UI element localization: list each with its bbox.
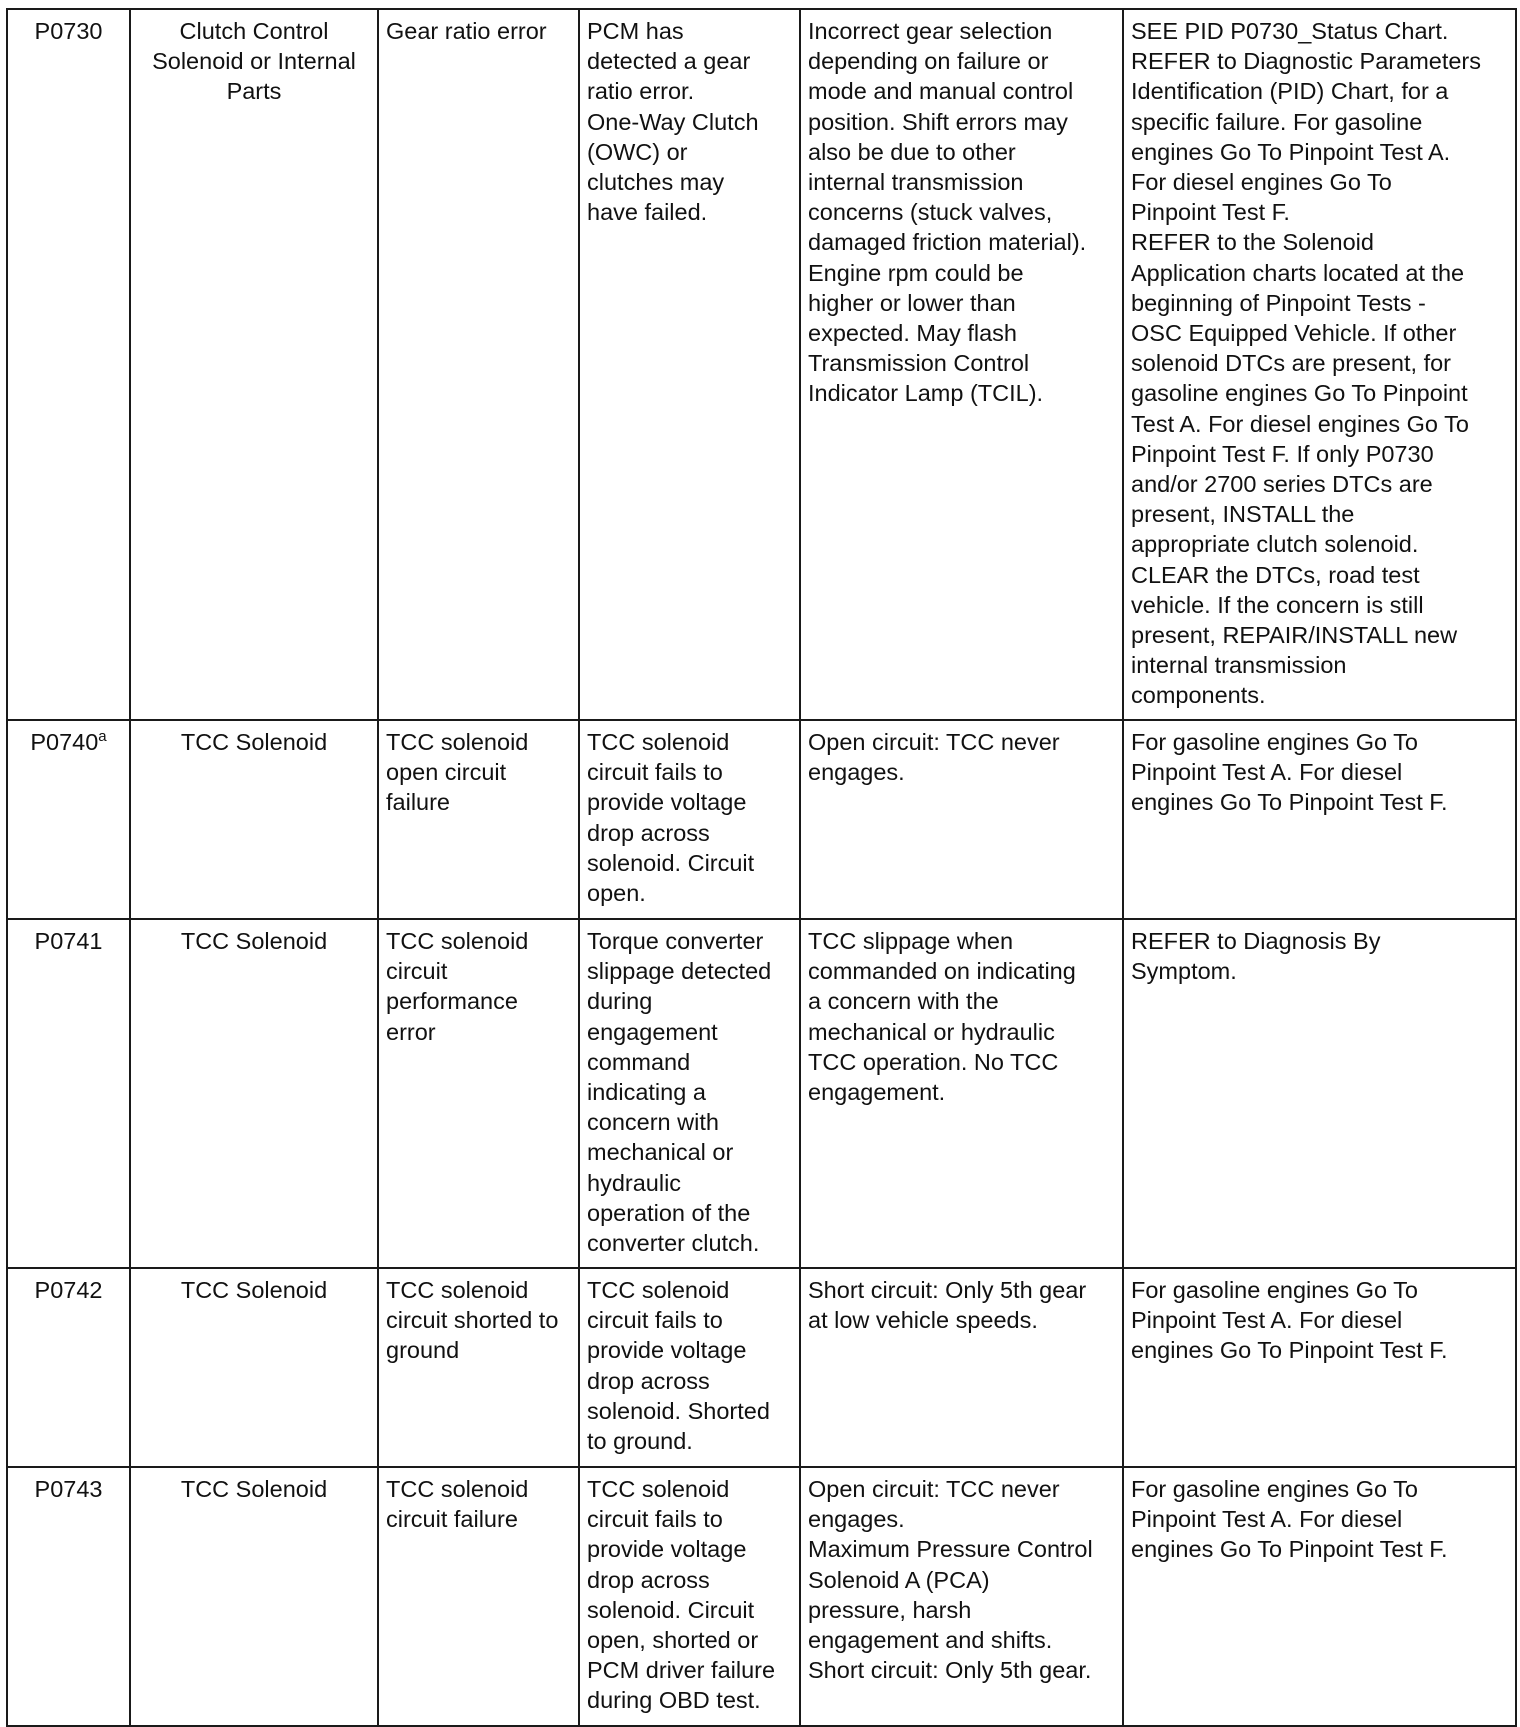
- symptom-line: depending on failure or: [808, 48, 1049, 75]
- action-line: Pinpoint Test F. If only P0730: [1131, 440, 1434, 467]
- symptom-line: Incorrect gear selection: [808, 18, 1053, 44]
- symptom-line: engagement and shifts.: [808, 1627, 1053, 1654]
- condition-line: open, shorted or: [587, 1627, 759, 1654]
- component-cell: [130, 919, 378, 1268]
- component-cell: [130, 720, 378, 919]
- symptom-line: pressure, harsh: [808, 1596, 972, 1623]
- condition-line: Torque converter: [587, 928, 764, 954]
- action-line: SEE PID P0730_Status Chart.: [1131, 18, 1449, 44]
- dtc-code: P0741: [34, 928, 103, 954]
- description-cell: [378, 919, 579, 1268]
- description-line: TCC solenoid: [386, 1476, 529, 1502]
- action-line: present, INSTALL the: [1131, 501, 1355, 528]
- component-line: Clutch Control: [179, 18, 329, 44]
- action-cell: [1123, 1467, 1516, 1726]
- symptom-line: Open circuit: TCC never: [808, 729, 1060, 755]
- condition-line: circuit fails to: [587, 759, 723, 786]
- symptom-line: Short circuit: Only 5th gear.: [808, 1657, 1092, 1684]
- condition-line: drop across: [587, 1566, 710, 1593]
- symptom-line: mode and manual control: [808, 78, 1074, 105]
- component-cell: [130, 1467, 378, 1726]
- component-line: TCC Solenoid: [180, 729, 328, 755]
- description-cell: [378, 1268, 579, 1467]
- footnote-marker: a: [98, 728, 107, 745]
- component-line: TCC Solenoid: [180, 928, 328, 954]
- condition-line: clutches may: [587, 169, 725, 196]
- description-line: circuit shorted to: [386, 1307, 559, 1334]
- symptom-line: damaged friction material).: [808, 229, 1087, 256]
- condition-cell: [579, 1467, 800, 1726]
- description-line: TCC solenoid: [386, 1277, 529, 1303]
- description-cell: [378, 9, 579, 720]
- condition-line: engagement: [587, 1018, 718, 1045]
- component-line: Solenoid or Internal: [152, 48, 356, 75]
- symptom-line: Maximum Pressure Control: [808, 1536, 1093, 1563]
- action-line: appropriate clutch solenoid.: [1131, 531, 1419, 558]
- action-line: present, REPAIR/INSTALL new: [1131, 622, 1458, 649]
- description-line: performance: [386, 988, 518, 1015]
- symptom-line: commanded on indicating: [808, 958, 1076, 985]
- condition-line: PCM driver failure: [587, 1657, 776, 1684]
- symptom-line: Indicator Lamp (TCIL).: [808, 380, 1044, 407]
- condition-line: during OBD test.: [587, 1687, 761, 1714]
- symptom-cell: [800, 1467, 1123, 1726]
- condition-line: (OWC) or: [587, 138, 688, 165]
- condition-line: command: [587, 1048, 691, 1075]
- action-cell: [1123, 1268, 1516, 1467]
- table-row: [7, 919, 1516, 1268]
- action-line: Pinpoint Test F.: [1131, 199, 1290, 226]
- condition-line: have failed.: [587, 199, 708, 226]
- condition-line: One-Way Clutch: [587, 108, 759, 135]
- action-line: Symptom.: [1131, 958, 1237, 985]
- condition-line: ratio error.: [587, 78, 695, 105]
- dtc-code: P0740: [30, 729, 99, 755]
- action-line: engines Go To Pinpoint Test F.: [1131, 1536, 1448, 1563]
- symptom-line: Solenoid A (PCA): [808, 1566, 990, 1593]
- condition-line: drop across: [587, 819, 710, 846]
- table-row: [7, 1467, 1516, 1726]
- condition-line: TCC solenoid: [587, 729, 730, 755]
- condition-line: solenoid. Circuit: [587, 1596, 755, 1623]
- condition-line: converter clutch.: [587, 1230, 760, 1257]
- symptom-line: mechanical or hydraulic: [808, 1018, 1055, 1045]
- condition-line: concern with: [587, 1109, 719, 1136]
- symptom-line: engages.: [808, 1506, 905, 1533]
- condition-cell: [579, 1268, 800, 1467]
- condition-line: operation of the: [587, 1199, 751, 1226]
- symptom-line: at low vehicle speeds.: [808, 1307, 1038, 1334]
- action-line: internal transmission: [1131, 652, 1347, 679]
- dtc-code-cell: [7, 1268, 130, 1467]
- action-line: gasoline engines Go To Pinpoint: [1131, 380, 1468, 407]
- action-line: For gasoline engines Go To: [1131, 1277, 1418, 1303]
- action-line: Test A. For diesel engines Go To: [1131, 410, 1469, 437]
- symptom-line: higher or lower than: [808, 289, 1016, 316]
- condition-line: provide voltage: [587, 1536, 747, 1563]
- symptom-line: Short circuit: Only 5th gear: [808, 1277, 1087, 1303]
- action-line: REFER to Diagnosis By: [1131, 928, 1381, 954]
- condition-line: to ground.: [587, 1428, 693, 1455]
- dtc-code: P0742: [34, 1277, 103, 1303]
- description-line: circuit: [386, 958, 448, 985]
- component-cell: [130, 1268, 378, 1467]
- symptom-line: concerns (stuck valves,: [808, 199, 1053, 226]
- symptom-line: internal transmission: [808, 169, 1024, 196]
- component-line: TCC Solenoid: [180, 1277, 328, 1303]
- symptom-cell: [800, 720, 1123, 919]
- action-line: solenoid DTCs are present, for: [1131, 350, 1452, 377]
- condition-line: provide voltage: [587, 1337, 747, 1364]
- condition-line: circuit fails to: [587, 1506, 723, 1533]
- action-line: Pinpoint Test A. For diesel: [1131, 1307, 1403, 1334]
- dtc-code: P0743: [34, 1476, 103, 1502]
- dtc-code-cell: [7, 9, 130, 720]
- condition-line: drop across: [587, 1367, 710, 1394]
- symptom-line: Transmission Control: [808, 350, 1030, 377]
- symptom-cell: [800, 1268, 1123, 1467]
- action-line: Pinpoint Test A. For diesel: [1131, 1506, 1403, 1533]
- condition-line: slippage detected: [587, 958, 772, 985]
- condition-line: during: [587, 988, 653, 1015]
- table-row: [7, 9, 1516, 720]
- description-line: TCC solenoid: [386, 928, 529, 954]
- action-line: vehicle. If the concern is still: [1131, 591, 1424, 618]
- action-line: For diesel engines Go To: [1131, 169, 1392, 196]
- condition-line: solenoid. Circuit: [587, 849, 755, 876]
- description-line: circuit failure: [386, 1506, 518, 1533]
- symptom-cell: [800, 919, 1123, 1268]
- condition-line: indicating a: [587, 1079, 706, 1106]
- dtc-table-body: [7, 9, 1516, 1726]
- action-line: For gasoline engines Go To: [1131, 1476, 1418, 1502]
- condition-line: TCC solenoid: [587, 1277, 730, 1303]
- action-line: and/or 2700 series DTCs are: [1131, 471, 1433, 498]
- action-cell: [1123, 919, 1516, 1268]
- action-line: engines Go To Pinpoint Test F.: [1131, 1337, 1448, 1364]
- condition-line: hydraulic: [587, 1169, 682, 1196]
- action-line: REFER to Diagnostic Parameters: [1131, 48, 1482, 75]
- table-row: [7, 720, 1516, 919]
- condition-line: TCC solenoid: [587, 1476, 730, 1502]
- table-row: [7, 1268, 1516, 1467]
- description-line: open circuit: [386, 759, 507, 786]
- action-line: Identification (PID) Chart, for a: [1131, 78, 1449, 105]
- dtc-code: P0730: [34, 18, 103, 44]
- action-line: specific failure. For gasoline: [1131, 108, 1423, 135]
- description-cell: [378, 1467, 579, 1726]
- description-line: Gear ratio error: [386, 18, 547, 44]
- action-line: beginning of Pinpoint Tests -: [1131, 289, 1426, 316]
- symptom-line: also be due to other: [808, 138, 1016, 165]
- description-line: error: [386, 1018, 436, 1045]
- symptom-line: engagement.: [808, 1079, 946, 1106]
- symptom-line: Open circuit: TCC never: [808, 1476, 1060, 1502]
- dtc-code-cell: [7, 1467, 130, 1726]
- condition-line: solenoid. Shorted: [587, 1397, 770, 1424]
- action-line: CLEAR the DTCs, road test: [1131, 561, 1420, 588]
- action-line: components.: [1131, 682, 1266, 709]
- description-cell: [378, 720, 579, 919]
- component-line: TCC Solenoid: [180, 1476, 328, 1502]
- symptom-line: a concern with the: [808, 988, 999, 1015]
- condition-line: mechanical or: [587, 1139, 734, 1166]
- condition-line: detected a gear: [587, 48, 751, 75]
- symptom-line: TCC operation. No TCC: [808, 1048, 1059, 1075]
- symptom-line: Engine rpm could be: [808, 259, 1024, 286]
- action-line: OSC Equipped Vehicle. If other: [1131, 320, 1457, 347]
- description-line: failure: [386, 789, 451, 816]
- action-cell: [1123, 720, 1516, 919]
- symptom-line: TCC slippage when: [808, 928, 1014, 954]
- condition-line: open.: [587, 880, 646, 907]
- description-line: TCC solenoid: [386, 729, 529, 755]
- symptom-line: position. Shift errors may: [808, 108, 1068, 135]
- condition-cell: [579, 720, 800, 919]
- symptom-line: engages.: [808, 759, 905, 786]
- component-line: Parts: [226, 78, 282, 105]
- condition-line: provide voltage: [587, 789, 747, 816]
- condition-line: circuit fails to: [587, 1307, 723, 1334]
- action-line: REFER to the Solenoid: [1131, 229, 1374, 256]
- dtc-table: [6, 8, 1517, 1727]
- condition-cell: [579, 9, 800, 720]
- symptom-cell: [800, 9, 1123, 720]
- action-line: Application charts located at the: [1131, 259, 1465, 286]
- action-cell: [1123, 9, 1516, 720]
- action-line: For gasoline engines Go To: [1131, 729, 1418, 755]
- symptom-line: expected. May flash: [808, 320, 1017, 347]
- component-cell: [130, 9, 378, 720]
- condition-cell: [579, 919, 800, 1268]
- action-line: Pinpoint Test A. For diesel: [1131, 759, 1403, 786]
- action-line: engines Go To Pinpoint Test F.: [1131, 789, 1448, 816]
- description-line: ground: [386, 1337, 460, 1364]
- condition-line: PCM has: [587, 18, 684, 44]
- dtc-code-cell: [7, 919, 130, 1268]
- dtc-code-cell: [7, 720, 130, 919]
- action-line: engines Go To Pinpoint Test A.: [1131, 138, 1451, 165]
